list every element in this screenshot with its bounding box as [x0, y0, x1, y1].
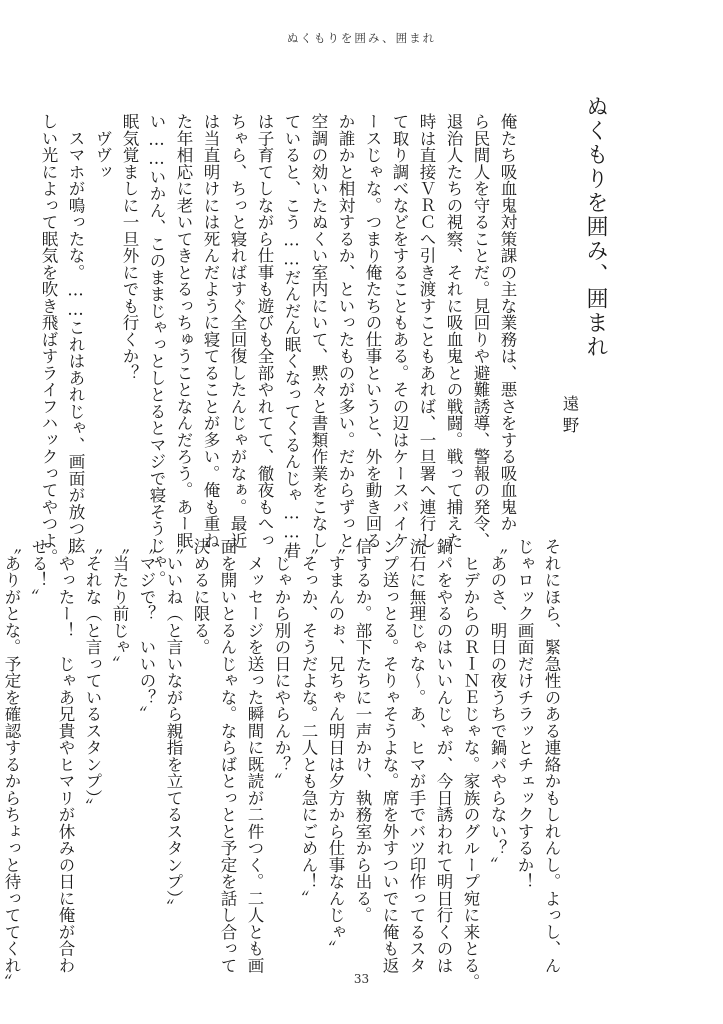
text-line: か誰かと相対するか、といったものが多い。だからずっと	[336, 113, 355, 549]
text-line: 〝それな（と言っているスタンプ）〟	[83, 538, 102, 815]
story-title: ぬくもりを囲み、囲まれ	[583, 95, 608, 359]
author-name: 遠野	[560, 395, 579, 438]
author-block	[556, 395, 583, 438]
story-title-block	[580, 95, 610, 359]
text-line: ちゃら、ちっと寝ればすぐ全回復したんじゃがなぁ。最近	[228, 113, 247, 549]
text-line: ていると、こう……だんだん眠くなってくるんじゃ……昔	[282, 113, 301, 559]
text-line: ヒデからのＲＩＮＥじゃな。家族のグループ宛に来とる。	[461, 538, 480, 991]
text-line: 〝当たり前じゃ〟	[110, 538, 129, 672]
text-line: せる！〟	[29, 538, 48, 605]
text-line: 眠気覚ましに一旦外にでも行くか？	[120, 113, 139, 381]
text-line: ンプ送っとる。そりゃそうよな。席を外すついでに俺も返	[380, 538, 399, 974]
text-line: ら民間人を守ることだ。見回りや避難誘導、警報の発令、	[471, 113, 490, 549]
text-line: 信するか。部下たちに一声かけ、執務室から出る。	[353, 538, 372, 924]
running-header: ぬくもりを囲み、囲まれ	[286, 31, 437, 45]
text-line: た年相応に老いてきとるっちゅうことなんだろう。あー眠	[174, 113, 193, 549]
text-line: ースじゃな。つまり俺たちの仕事というと、外を動き回る	[363, 113, 382, 549]
text-line: 〝マジで？ いいの？〟	[137, 538, 156, 723]
text-line: ヴヴッ	[93, 113, 112, 180]
page-number: 33	[353, 972, 370, 986]
text-line: 時は直接ＶＲＣへ引き渡すこともあれば、一旦署へ連行し	[417, 113, 436, 549]
text-line: スマホが鳴ったな。……これはあれじゃ、画面が放つ眩	[66, 113, 85, 554]
text-line: メッセージを送った瞬間に既読が二件つく。二人とも画	[245, 538, 264, 974]
text-line: 空調の効いたぬくい室内にいて、黙々と書類作業をこなし	[309, 113, 328, 549]
text-line: 〝そっか、そうだよな。二人とも急にごめん！〟	[299, 538, 318, 907]
text-line: 流石に無理じゃな〜。あ、ヒマが手でバツ印作ってるスタ	[407, 538, 426, 974]
text-line: 〝すまんのぉ、兄ちゃん明日は夕方から仕事なんじゃ〟	[326, 538, 345, 957]
text-line: 鍋パをやるのはいいんじゃが、今日誘われて明日行くのは	[434, 538, 453, 974]
text-line: 決めるに限る。	[191, 538, 210, 656]
text-line: しい光によって眠気を吹き飛ばすライフハックってやつよ。	[39, 113, 58, 566]
text-line: い……いかん、このままじゃっとしとるとマジで寝そうじゃ。	[147, 113, 166, 587]
text-line: 〝ありがとな。予定を確認するからちょっと待っててくれ〟	[2, 538, 21, 991]
text-line: て取り調べなどをすることもある。その辺はケースバイケ	[390, 113, 409, 549]
text-line: 〝あのさ、明日の夜うちで鍋パやらない？〟	[488, 538, 507, 873]
text-line: 退治人たちの視察、それに吸血鬼との戦闘。戦って捕えた	[444, 113, 463, 549]
text-line: 〝じゃから別の日にやらんか？〟	[272, 538, 291, 790]
text-line: 面を開いとるんじゃな。ならばとっとと予定を話し合って	[218, 538, 237, 974]
text-line: 〝いいね（と言いながら親指を立てるスタンプ）〟	[164, 538, 183, 915]
text-line: 俺たち吸血鬼対策課の主な業務は、悪さをする吸血鬼か	[498, 113, 517, 532]
text-line: 〝やったー！ じゃあ兄貴やヒマリが休みの日に俺が合わ	[56, 538, 75, 974]
text-line: それにほら、緊急性のある連絡かもしれんし。よっし、ん	[542, 538, 561, 974]
text-line: は当直明けには死んだように寝てることが多い。俺も重ね	[201, 113, 220, 549]
text-line: じゃロック画面だけチラッとチェックするか！	[515, 538, 534, 890]
text-line: は子育てしながら仕事も遊びも全部やれてて、徹夜もへっ	[255, 113, 274, 549]
